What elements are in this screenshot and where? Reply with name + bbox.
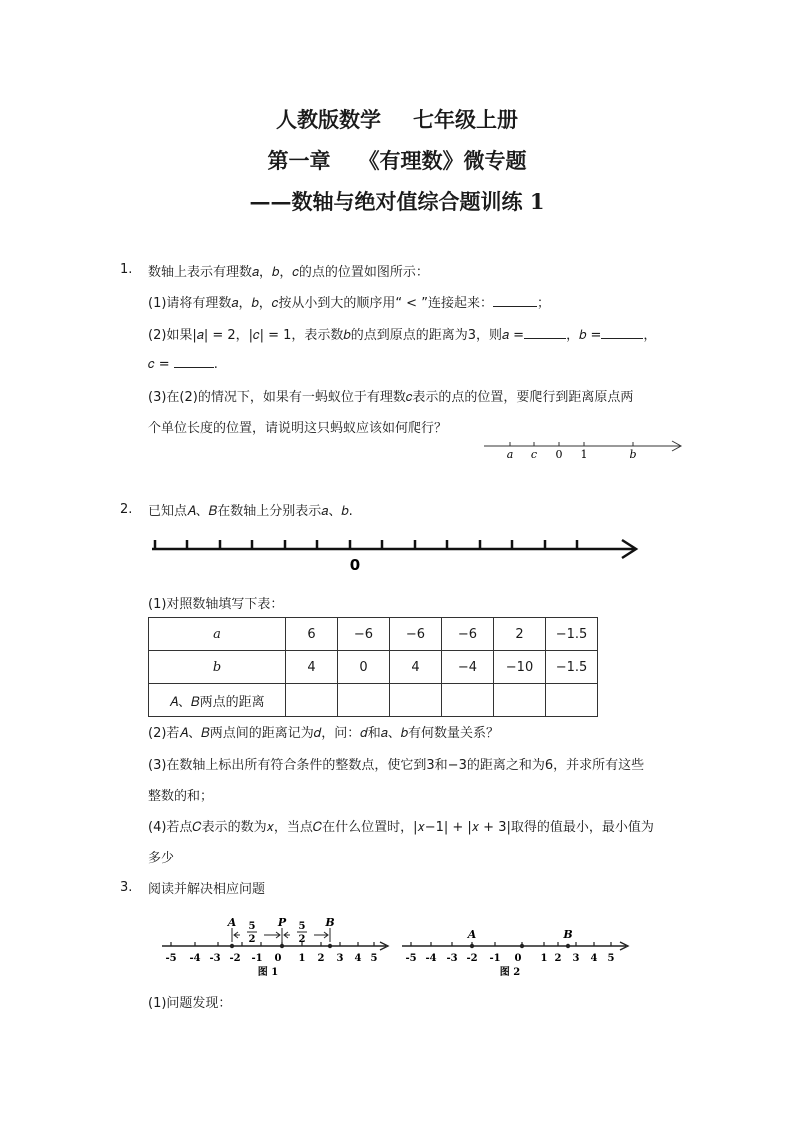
table-cell: −1.5 [546, 651, 598, 684]
q3-figure-1 [158, 912, 394, 980]
q1-part3-line1: (3)在(2)的情况下，如果有一蚂蚁位于有理数𝑐表示的点的位置，要爬行到距离原点两 [148, 390, 634, 405]
question-number: 2. [120, 502, 133, 517]
answer-cell[interactable] [494, 684, 546, 717]
question-number: 3. [120, 880, 133, 895]
fraction-denominator: 2 [248, 934, 256, 945]
tick-label: -2 [466, 953, 478, 964]
tick-label: 2 [554, 953, 562, 964]
table-cell: −6 [390, 618, 442, 651]
table-cell: −10 [494, 651, 546, 684]
q1-part2: (2)如果|𝑎| = 2，|𝑐| = 1，表示数𝑏的点到原点的距离为3，则𝑎 = ，𝑏 = ， [148, 328, 657, 343]
tick-label: -1 [251, 953, 263, 964]
answer-blank-a[interactable] [524, 326, 566, 339]
table-cell: −1.5 [546, 618, 598, 651]
table-row [149, 618, 598, 651]
fraction-numerator: 5 [248, 921, 256, 932]
axis-label-zero: 0 [349, 556, 361, 574]
tick-label: 5 [370, 953, 378, 964]
axis-label-b: b [629, 448, 637, 461]
answer-cell[interactable] [546, 684, 598, 717]
q2-part4-line2: 多少 [148, 851, 175, 866]
fraction-numerator: 5 [298, 921, 306, 932]
answer-cell[interactable] [442, 684, 494, 717]
page-title: 人教版数学 七年级上册 [276, 107, 518, 132]
row-label-a: 𝑎 [149, 618, 286, 651]
table-cell: 2 [494, 618, 546, 651]
q2-number-line [148, 532, 648, 574]
q2-intro: 已知点𝐴、𝐵在数轴上分别表示𝑎、𝑏. [148, 504, 353, 519]
tick-label: 0 [514, 953, 522, 964]
tick-label: -3 [209, 953, 221, 964]
axis-label-c: c [530, 448, 538, 461]
distance-table [148, 617, 598, 717]
answer-cell[interactable] [286, 684, 338, 717]
q2-part3-line1: (3)在数轴上标出所有符合条件的整数点，使它到3和−3的距离之和为6，并求所有这些 [148, 758, 645, 773]
q1-part1: (1)请将有理数𝑎，𝑏，𝑐按从小到大的顺序用“ < ”连接起来： ； [148, 296, 550, 311]
tick-label: 4 [354, 953, 362, 964]
topic-title: ——数轴与绝对值综合题训练 1 [249, 189, 545, 214]
point-label-p: P [277, 916, 287, 929]
q1-intro: 数轴上表示有理数𝑎，𝑏，𝑐的点的位置如图所示： [148, 265, 429, 280]
tick-label: 1 [540, 953, 548, 964]
table-cell: 0 [338, 651, 390, 684]
tick-label: 1 [298, 953, 306, 964]
answer-blank[interactable] [493, 294, 537, 307]
q3-part1: (1)问题发现： [148, 996, 232, 1011]
answer-blank-c[interactable] [174, 355, 214, 368]
tick-label: 2 [317, 953, 325, 964]
q2-part4-line1: (4)若点𝐶表示的数为𝑥，当点𝐶在什么位置时，|𝑥−1| + |𝑥 + 3|取得的值最小，最小值为 [148, 820, 654, 835]
q1-part2-cont: 𝑐 = . [148, 357, 218, 372]
table-row [149, 651, 598, 684]
table-cell: 4 [390, 651, 442, 684]
tick-label: -4 [425, 953, 437, 964]
q1-part3-line2: 个单位长度的位置，请说明这只蚂蚁应该如何爬行？ [148, 421, 448, 436]
tick-label: -5 [165, 953, 177, 964]
point-label-b: B [563, 928, 573, 941]
axis-label-a: a [506, 448, 514, 461]
table-cell: −6 [338, 618, 390, 651]
table-cell: 6 [286, 618, 338, 651]
tick-label: 3 [572, 953, 580, 964]
q2-part1: (1)对照数轴填写下表： [148, 597, 284, 612]
point-label-b: B [325, 916, 335, 929]
q2-part3-line2: 整数的和； [148, 789, 214, 804]
tick-label: 4 [590, 953, 598, 964]
table-cell: 4 [286, 651, 338, 684]
tick-label: -3 [446, 953, 458, 964]
answer-cell[interactable] [338, 684, 390, 717]
q1-number-line [480, 438, 690, 464]
q3-intro: 阅读并解决相应问题 [148, 882, 266, 897]
tick-label: -4 [189, 953, 201, 964]
table-cell: −6 [442, 618, 494, 651]
point-label-a: A [227, 916, 237, 929]
question-number: 1. [120, 262, 133, 277]
table-row [149, 684, 598, 717]
row-label-b: 𝑏 [149, 651, 286, 684]
axis-label-one: 1 [580, 448, 588, 461]
q3-figure-2 [398, 912, 634, 980]
table-cell: −4 [442, 651, 494, 684]
tick-label: 3 [336, 953, 344, 964]
tick-label: -1 [489, 953, 501, 964]
axis-label-zero: 0 [555, 448, 563, 461]
fraction-denominator: 2 [298, 934, 306, 945]
row-label-distance: 𝐴、𝐵两点的距离 [149, 684, 286, 717]
point-label-a: A [467, 928, 477, 941]
figure-caption: 图 2 [499, 967, 521, 978]
q2-part2: (2)若𝐴、𝐵两点间的距离记为𝑑，问：𝑑和𝑎、𝑏有何数量关系？ [148, 726, 500, 741]
tick-label: 0 [274, 953, 282, 964]
answer-cell[interactable] [390, 684, 442, 717]
tick-label: -2 [229, 953, 241, 964]
tick-label: 5 [607, 953, 615, 964]
chapter-title: 第一章 《有理数》微专题 [267, 148, 527, 173]
tick-label: -5 [405, 953, 417, 964]
answer-blank-b[interactable] [601, 326, 643, 339]
figure-caption: 图 1 [257, 967, 279, 978]
